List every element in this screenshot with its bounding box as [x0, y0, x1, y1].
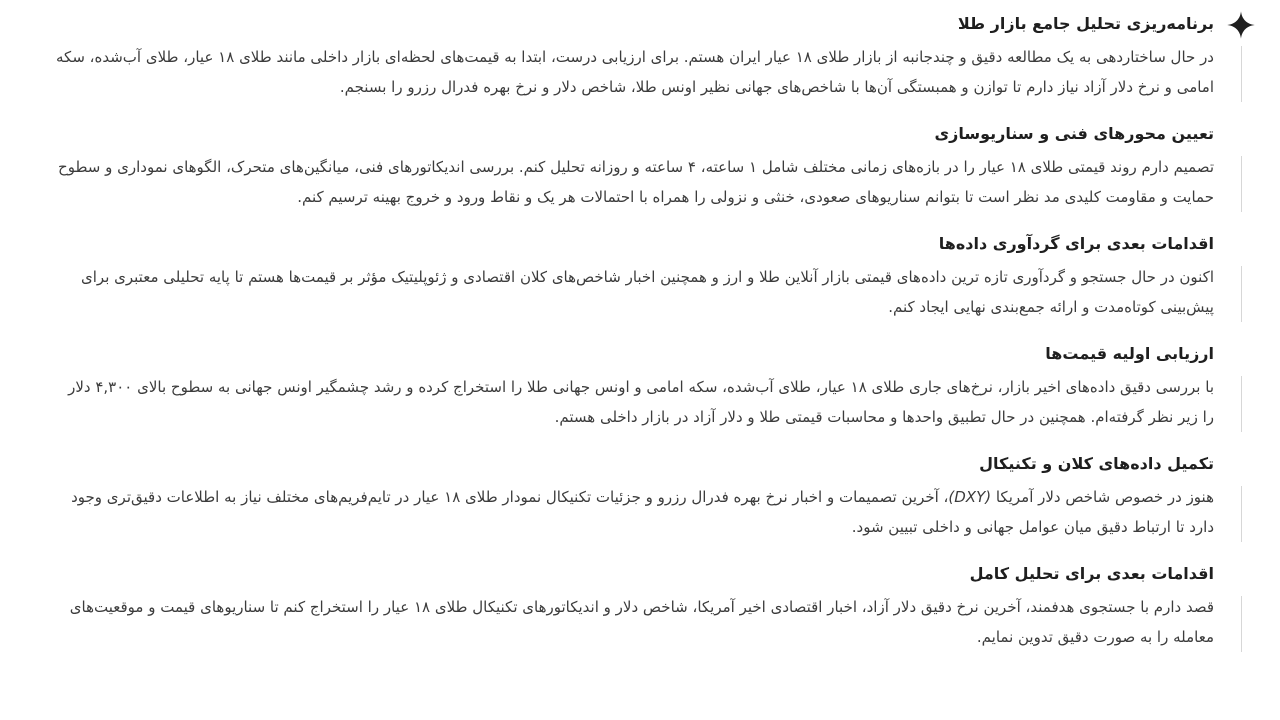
section-body: با بررسی دقیق داده‌های اخیر بازار، نرخ‌های جاری طلای ۱۸ عیار، طلای آب‌شده، سکه امامی و اونس جهانی طلا را استخراج کرده و رشد چشمگیر اونس جهانی به سطوح بالای ۴,۳۰۰ دلار را زیر نظر گرفته‌ام. همچنین در حال تطبیق واحدها و محاسبات قیمتی طلا و دلار آزاد در بازار داخلی هستم. [68, 378, 1214, 426]
section-rail [1241, 486, 1242, 542]
thought-section [40, 340, 1242, 432]
section-rail [1241, 46, 1242, 102]
section-body: تصمیم دارم روند قیمتی طلای ۱۸ عیار را در بازه‌های زمانی مختلف شامل ۱ ساعته، ۴ ساعته و روزانه تحلیل کنم. بررسی اندیکاتورهای فنی، میانگین‌های متحرک، الگوهای نموداری و سطوح حمایت و مقاومت کلیدی مد نظر است تا بتوانم سناریوهای صعودی، خنثی و نزولی را همراه با احتمالات هر یک و نقاط ورود و خروج بهینه ترسیم کنم. [58, 158, 1214, 206]
section-heading: اقدامات بعدی برای گردآوری داده‌ها [938, 234, 1214, 253]
thought-section [40, 560, 1242, 652]
section-body-text: هنوز در خصوص شاخص دلار آمریکا [991, 488, 1214, 506]
section-heading: برنامه‌ریزی تحلیل جامع بازار طلا [957, 14, 1214, 33]
section-body: اکنون در حال جستجو و گردآوری تازه ترین داده‌های قیمتی بازار آنلاین طلا و ارز و همچنین اخبار شاخص‌های کلان اقتصادی و ژئوپلیتیک مؤثر بر قیمت‌ها هستم تا پایه تحلیلی معتبری برای پیش‌بینی کوتاه‌مدت و ارائه جمع‌بندی نهایی ایجاد کنم. [81, 268, 1214, 316]
section-body-text: ، آخرین تصمیمات و اخبار نرخ بهره فدرال رزرو و جزئیات تکنیکال نمودار طلای ۱۸ عیار در تایم‌فریم‌های مختلف نیاز به اطلاعات دقیق‌تری وجود دارد تا ارتباط دقیق میان عوامل جهانی و داخلی تبیین شود. [71, 488, 1214, 536]
section-heading: ارزیابی اولیه قیمت‌ها [1045, 344, 1214, 363]
section-body: قصد دارم با جستجوی هدفمند، آخرین نرخ دقیق دلار آزاد، اخبار اقتصادی اخیر آمریکا، شاخص دلار و اندیکاتورهای تکنیکال طلای ۱۸ عیار را استخراج کنم تا سناریوهای قیمت و موقعیت‌های معامله را به صورت دقیق تدوین نمایم. [69, 598, 1214, 646]
section-rail [1241, 156, 1242, 212]
thought-section [40, 0, 1242, 102]
thinking-thread [40, 0, 1242, 670]
dxy-label: (DXY) [948, 488, 992, 506]
thought-section [40, 230, 1242, 322]
section-rail [1241, 266, 1242, 322]
section-heading: اقدامات بعدی برای تحلیل کامل [969, 564, 1214, 583]
section-heading: تکمیل داده‌های کلان و تکنیکال [979, 454, 1214, 473]
section-rail [1241, 596, 1242, 652]
thought-section [40, 450, 1242, 542]
section-body: در حال ساختاردهی به یک مطالعه دقیق و چندجانبه از بازار طلای ۱۸ عیار ایران هستم. برای ارزیابی درست، ابتدا به قیمت‌های لحظه‌ای بازار داخلی مانند طلای ۱۸ عیار، طلای آب‌شده، سکه امامی و نرخ دلار آزاد نیاز دارم تا توازن و همبستگی آن‌ها با شاخص‌های جهانی نظیر اونس طلا، شاخص دلار و نرخ بهره فدرال رزرو را بسنجم. [56, 48, 1214, 96]
thought-section [40, 120, 1242, 212]
section-heading: تعیین محورهای فنی و سناریوسازی [934, 124, 1214, 143]
section-body [40, 482, 1214, 542]
section-rail [1241, 376, 1242, 432]
